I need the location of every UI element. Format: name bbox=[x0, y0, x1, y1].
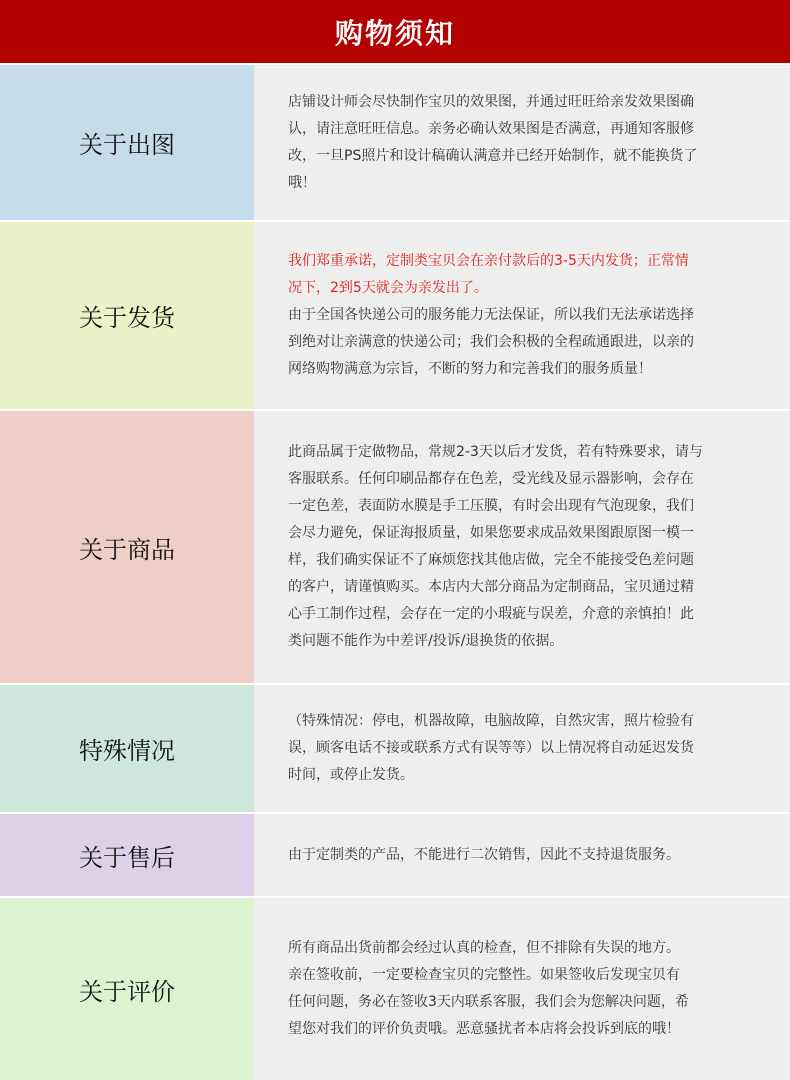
highlight-line: 我们郑重承诺，定制类宝贝会在亲付款后的3-5天内发货；正常情 bbox=[288, 253, 689, 269]
content-line: （特殊情况：停电，机器故障，电脑故障，自然灾害，照片检验有 bbox=[288, 713, 694, 729]
content-line: 时间，或停止发货。 bbox=[288, 767, 414, 783]
content-line: 哦！ bbox=[288, 174, 316, 191]
content-line: 此商品属于定做物品，常规2-3天以后才发货，若有特殊要求，请与 bbox=[288, 444, 703, 460]
content-line: 改，一旦PS照片和设计稿确认满意并已经开始制作，就不能换货了 bbox=[288, 147, 698, 164]
section-artwork bbox=[0, 65, 790, 220]
content-line: 店铺设计师会尽快制作宝贝的效果图，并通过旺旺给亲发效果图确 bbox=[288, 93, 694, 110]
section-reviews bbox=[0, 898, 790, 1080]
section-special-cases bbox=[0, 685, 790, 812]
content-line: 一定色差，表面防水膜是手工压膜，有时会出现有气泡现象，我们 bbox=[288, 498, 694, 514]
section-label: 关于售后 bbox=[0, 814, 254, 896]
page-title bbox=[0, 0, 790, 63]
content-line: 亲在签收前，一定要检查宝贝的完整性。如果签收后发现宝贝有 bbox=[288, 967, 680, 983]
content-line: 由于全国各快递公司的服务能力无法保证，所以我们无法承诺选择 bbox=[288, 307, 694, 323]
section-content bbox=[254, 898, 790, 1080]
section-label: 特殊情况 bbox=[0, 685, 254, 812]
section-content bbox=[254, 65, 790, 220]
content-line: 望您对我们的评价负责哦。恶意骚扰者本店将会投诉到底的哦！ bbox=[288, 1021, 680, 1037]
section-content bbox=[254, 411, 790, 683]
section-label: 关于商品 bbox=[0, 411, 254, 683]
page-title-text: 购物须知 bbox=[334, 16, 455, 50]
content-line: 所有商品出货前都会经过认真的检查，但不排除有失误的地方。 bbox=[288, 940, 680, 956]
section-content bbox=[254, 685, 790, 812]
content-line: 网络购物满意为宗旨，不断的努力和完善我们的服务质量！ bbox=[288, 361, 652, 377]
section-label: 关于评价 bbox=[0, 898, 254, 1080]
content-line: 由于定制类的产品，不能进行二次销售，因此不支持退货服务。 bbox=[288, 846, 680, 863]
section-content bbox=[254, 222, 790, 409]
content-line: 认，请注意旺旺信息。亲务必确认效果图是否满意，再通知客服修 bbox=[288, 120, 694, 137]
content-line: 任何问题，务必在签收3天内联系客服，我们会为您解决问题，希 bbox=[288, 994, 689, 1010]
highlight-line: 况下，2到5天就会为亲发出了。 bbox=[288, 280, 488, 296]
content-line: 类问题不能作为中差评/投诉/退换货的依据。 bbox=[288, 633, 564, 649]
section-after-sales bbox=[0, 814, 790, 896]
content-line: 样，我们确实保证不了麻烦您找其他店做，完全不能接受色差问题 bbox=[288, 552, 694, 568]
content-line: 心手工制作过程，会存在一定的小瑕疵与误差，介意的亲慎拍！此 bbox=[288, 606, 694, 622]
section-label: 关于发货 bbox=[0, 222, 254, 409]
content-line: 误，顾客电话不接或联系方式有误等等）以上情况将自动延迟发货 bbox=[288, 740, 694, 756]
content-line: 会尽力避免，保证海报质量，如果您要求成品效果图跟原图一模一 bbox=[288, 525, 694, 541]
section-label: 关于出图 bbox=[0, 65, 254, 220]
content-line: 客服联系。任何印刷品都存在色差，受光线及显示器影响，会存在 bbox=[288, 471, 694, 487]
section-shipping bbox=[0, 222, 790, 409]
section-content bbox=[254, 814, 790, 896]
content-line: 到绝对让亲满意的快递公司；我们会积极的全程疏通跟进，以亲的 bbox=[288, 334, 694, 350]
section-product bbox=[0, 411, 790, 683]
content-line: 的客户，请谨慎购买。本店内大部分商品为定制商品，宝贝通过精 bbox=[288, 579, 694, 595]
